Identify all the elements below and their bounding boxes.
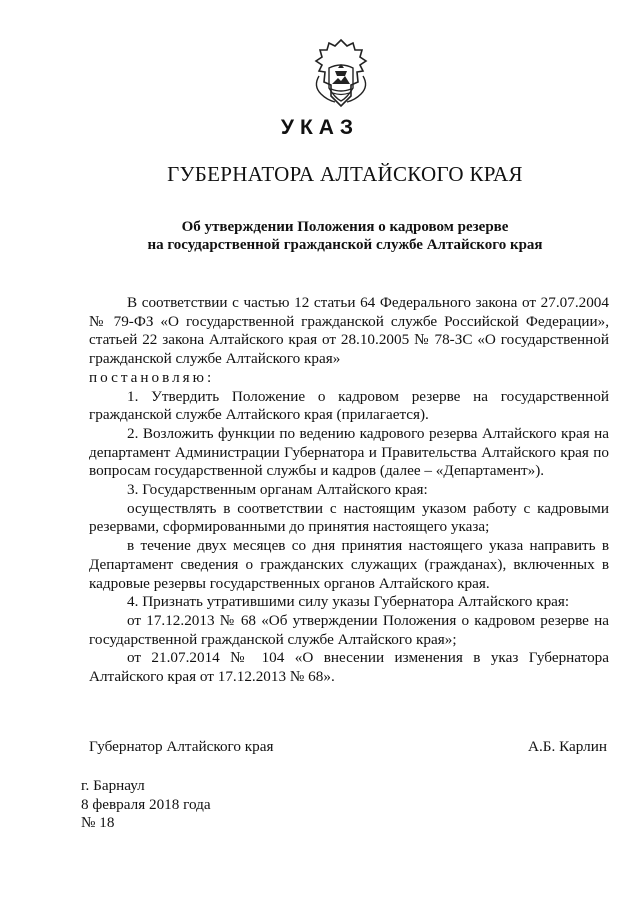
issuing-authority: ГУБЕРНАТОРА АЛТАЙСКОГО КРАЯ xyxy=(167,162,523,186)
signatory-name: А.Б. Карлин xyxy=(528,738,607,755)
signatory-title: Губернатор Алтайского края xyxy=(89,738,274,755)
body-paragraph: от 17.12.2013 № 68 «Об утверждении Положения о кадровом резерве на государственной гражданской службе Алтайского края»; xyxy=(89,611,609,648)
subject-line: на государственной гражданской службе Алтайского края xyxy=(147,237,543,253)
subject-line: Об утверждении Положения о кадровом резерве xyxy=(181,219,509,235)
body-paragraph: 4. Признать утратившими силу указы Губернатора Алтайского края: xyxy=(127,593,570,611)
preamble-paragraph: В соответствии с частью 12 статьи 64 Федерального закона от 27.07.2004 № 79-ФЗ «О государственной гражданской службе Российской Федерации», статьей 22 закона Алтайского края от 28.10.2005 № 78-ЗС «О государственной гражданской службе Алтайского края» xyxy=(89,294,609,368)
body-paragraph: от 21.07.2014 № 104 «О внесении изменения в указ Губернатора Алтайского края от 17.12.2013 № 68». xyxy=(89,649,609,686)
coat-of-arms-emblem xyxy=(305,38,377,110)
document-number: № 18 xyxy=(81,814,115,832)
body-paragraph: 3. Государственным органам Алтайского края: xyxy=(127,481,428,499)
decree-word: постановляю: xyxy=(89,368,215,386)
document-subject xyxy=(0,218,640,254)
issue-details xyxy=(81,777,211,833)
body-paragraph: 2. Возложить функции по ведению кадрового резерва Алтайского края на департамент Администрации Губернатора и Правительства Алтайского края по вопросам государственной службы и кадров (далее – «Департамент»). xyxy=(89,424,609,480)
body-paragraph: в течение двух месяцев со дня принятия настоящего указа направить в Департамент сведения о гражданских служащих (гражданах), включенных в кадровые резервы государственных органов Алтайского края. xyxy=(89,537,609,592)
issue-date: 8 февраля 2018 года xyxy=(81,795,211,813)
document-body xyxy=(89,294,609,687)
body-paragraph: осуществлять в соответствии с настоящим указом работу с кадровыми резервами, сформированными до принятия настоящего указа; xyxy=(89,499,609,536)
issue-city: г. Барнаул xyxy=(81,777,145,794)
body-paragraph: 1. Утвердить Положение о кадровом резерве на государственной гражданской службе Алтайского края (прилагается). xyxy=(89,387,609,424)
document-type: УКАЗ xyxy=(280,116,360,139)
